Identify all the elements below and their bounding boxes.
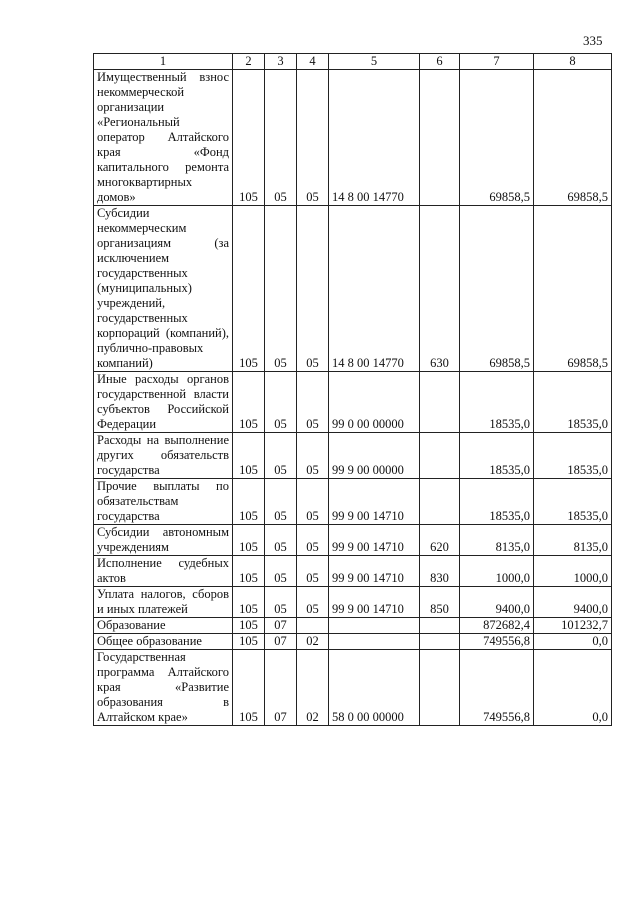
cell-col3: 05 <box>265 433 297 479</box>
cell-col2: 105 <box>233 70 265 206</box>
cell-col3: 05 <box>265 206 297 372</box>
cell-col3: 07 <box>265 650 297 726</box>
cell-name: Прочие выплаты по обязательствам государства <box>94 479 233 525</box>
cell-col3: 05 <box>265 372 297 433</box>
table-row <box>94 70 612 206</box>
cell-name: Образование <box>94 618 233 634</box>
column-header: 8 <box>534 54 612 70</box>
cell-col5: 99 9 00 14710 <box>329 525 420 556</box>
table-row <box>94 372 612 433</box>
table-row <box>94 206 612 372</box>
cell-col7: 18535,0 <box>460 433 534 479</box>
cell-col4: 05 <box>297 525 329 556</box>
cell-col5: 99 9 00 14710 <box>329 479 420 525</box>
cell-col5: 99 9 00 00000 <box>329 433 420 479</box>
cell-name: Субсидии некоммерческим организациям (за исключением государственных (муниципальных) учреждений, государственных корпораций (компаний), публично-правовых компаний) <box>94 206 233 372</box>
cell-col6 <box>420 372 460 433</box>
cell-col8: 69858,5 <box>534 70 612 206</box>
cell-col7: 1000,0 <box>460 556 534 587</box>
cell-col8: 101232,7 <box>534 618 612 634</box>
cell-col2: 105 <box>233 618 265 634</box>
table-body <box>94 70 612 726</box>
cell-col3: 07 <box>265 634 297 650</box>
column-header: 4 <box>297 54 329 70</box>
cell-name: Расходы на выполнение других обязательств государства <box>94 433 233 479</box>
cell-col2: 105 <box>233 556 265 587</box>
cell-col7: 749556,8 <box>460 650 534 726</box>
cell-col8: 0,0 <box>534 634 612 650</box>
cell-col6 <box>420 618 460 634</box>
table-row <box>94 587 612 618</box>
cell-col2: 105 <box>233 525 265 556</box>
cell-col6 <box>420 634 460 650</box>
table-row <box>94 525 612 556</box>
cell-name: Иные расходы органов государственной власти субъектов Российской Федерации <box>94 372 233 433</box>
cell-col6: 850 <box>420 587 460 618</box>
cell-col8: 18535,0 <box>534 479 612 525</box>
cell-col2: 105 <box>233 650 265 726</box>
cell-col3: 05 <box>265 556 297 587</box>
cell-col7: 69858,5 <box>460 70 534 206</box>
cell-col4: 05 <box>297 206 329 372</box>
cell-col5 <box>329 634 420 650</box>
table-row <box>94 650 612 726</box>
cell-name: Имущественный взнос некоммерческой организации «Региональный оператор Алтайского края «Фонд капитального ремонта многоквартирных домов» <box>94 70 233 206</box>
cell-col2: 105 <box>233 634 265 650</box>
cell-name: Уплата налогов, сборов и иных платежей <box>94 587 233 618</box>
cell-col8: 0,0 <box>534 650 612 726</box>
cell-col6 <box>420 650 460 726</box>
cell-col4: 05 <box>297 70 329 206</box>
cell-col2: 105 <box>233 206 265 372</box>
column-header: 7 <box>460 54 534 70</box>
cell-col5: 99 0 00 00000 <box>329 372 420 433</box>
cell-col8: 18535,0 <box>534 433 612 479</box>
table-row <box>94 479 612 525</box>
cell-name: Государственная программа Алтайского края «Развитие образования в Алтайском крае» <box>94 650 233 726</box>
page-number: 335 <box>583 33 603 48</box>
column-header: 6 <box>420 54 460 70</box>
cell-col3: 05 <box>265 525 297 556</box>
cell-col5: 99 9 00 14710 <box>329 556 420 587</box>
cell-name: Исполнение судебных актов <box>94 556 233 587</box>
cell-col8: 18535,0 <box>534 372 612 433</box>
cell-col3: 07 <box>265 618 297 634</box>
column-header: 1 <box>94 54 233 70</box>
cell-col7: 69858,5 <box>460 206 534 372</box>
cell-col3: 05 <box>265 70 297 206</box>
cell-col5: 58 0 00 00000 <box>329 650 420 726</box>
cell-col8: 9400,0 <box>534 587 612 618</box>
cell-col2: 105 <box>233 372 265 433</box>
table-row <box>94 618 612 634</box>
cell-col7: 18535,0 <box>460 372 534 433</box>
cell-col6: 620 <box>420 525 460 556</box>
cell-col4: 05 <box>297 372 329 433</box>
cell-col6 <box>420 70 460 206</box>
cell-col7: 8135,0 <box>460 525 534 556</box>
cell-col6: 830 <box>420 556 460 587</box>
table-row <box>94 433 612 479</box>
cell-col3: 05 <box>265 479 297 525</box>
cell-col4: 05 <box>297 556 329 587</box>
budget-table <box>93 53 612 726</box>
cell-col5: 14 8 00 14770 <box>329 206 420 372</box>
cell-col6 <box>420 433 460 479</box>
cell-col2: 105 <box>233 479 265 525</box>
cell-col6 <box>420 479 460 525</box>
cell-col3: 05 <box>265 587 297 618</box>
column-header: 5 <box>329 54 420 70</box>
column-header: 3 <box>265 54 297 70</box>
cell-col7: 872682,4 <box>460 618 534 634</box>
header-row <box>94 54 612 70</box>
cell-col8: 69858,5 <box>534 206 612 372</box>
table-row <box>94 634 612 650</box>
cell-col7: 18535,0 <box>460 479 534 525</box>
cell-col7: 9400,0 <box>460 587 534 618</box>
table-row <box>94 556 612 587</box>
cell-col7: 749556,8 <box>460 634 534 650</box>
cell-col4: 05 <box>297 433 329 479</box>
cell-col4: 05 <box>297 587 329 618</box>
cell-col8: 8135,0 <box>534 525 612 556</box>
cell-col8: 1000,0 <box>534 556 612 587</box>
cell-col5: 14 8 00 14770 <box>329 70 420 206</box>
cell-col5: 99 9 00 14710 <box>329 587 420 618</box>
cell-col2: 105 <box>233 433 265 479</box>
cell-col4: 02 <box>297 634 329 650</box>
column-header: 2 <box>233 54 265 70</box>
cell-col4: 05 <box>297 479 329 525</box>
cell-col4: 02 <box>297 650 329 726</box>
cell-name: Субсидии автономным учреждениям <box>94 525 233 556</box>
cell-col4 <box>297 618 329 634</box>
cell-col6: 630 <box>420 206 460 372</box>
cell-col2: 105 <box>233 587 265 618</box>
cell-name: Общее образование <box>94 634 233 650</box>
cell-col5 <box>329 618 420 634</box>
